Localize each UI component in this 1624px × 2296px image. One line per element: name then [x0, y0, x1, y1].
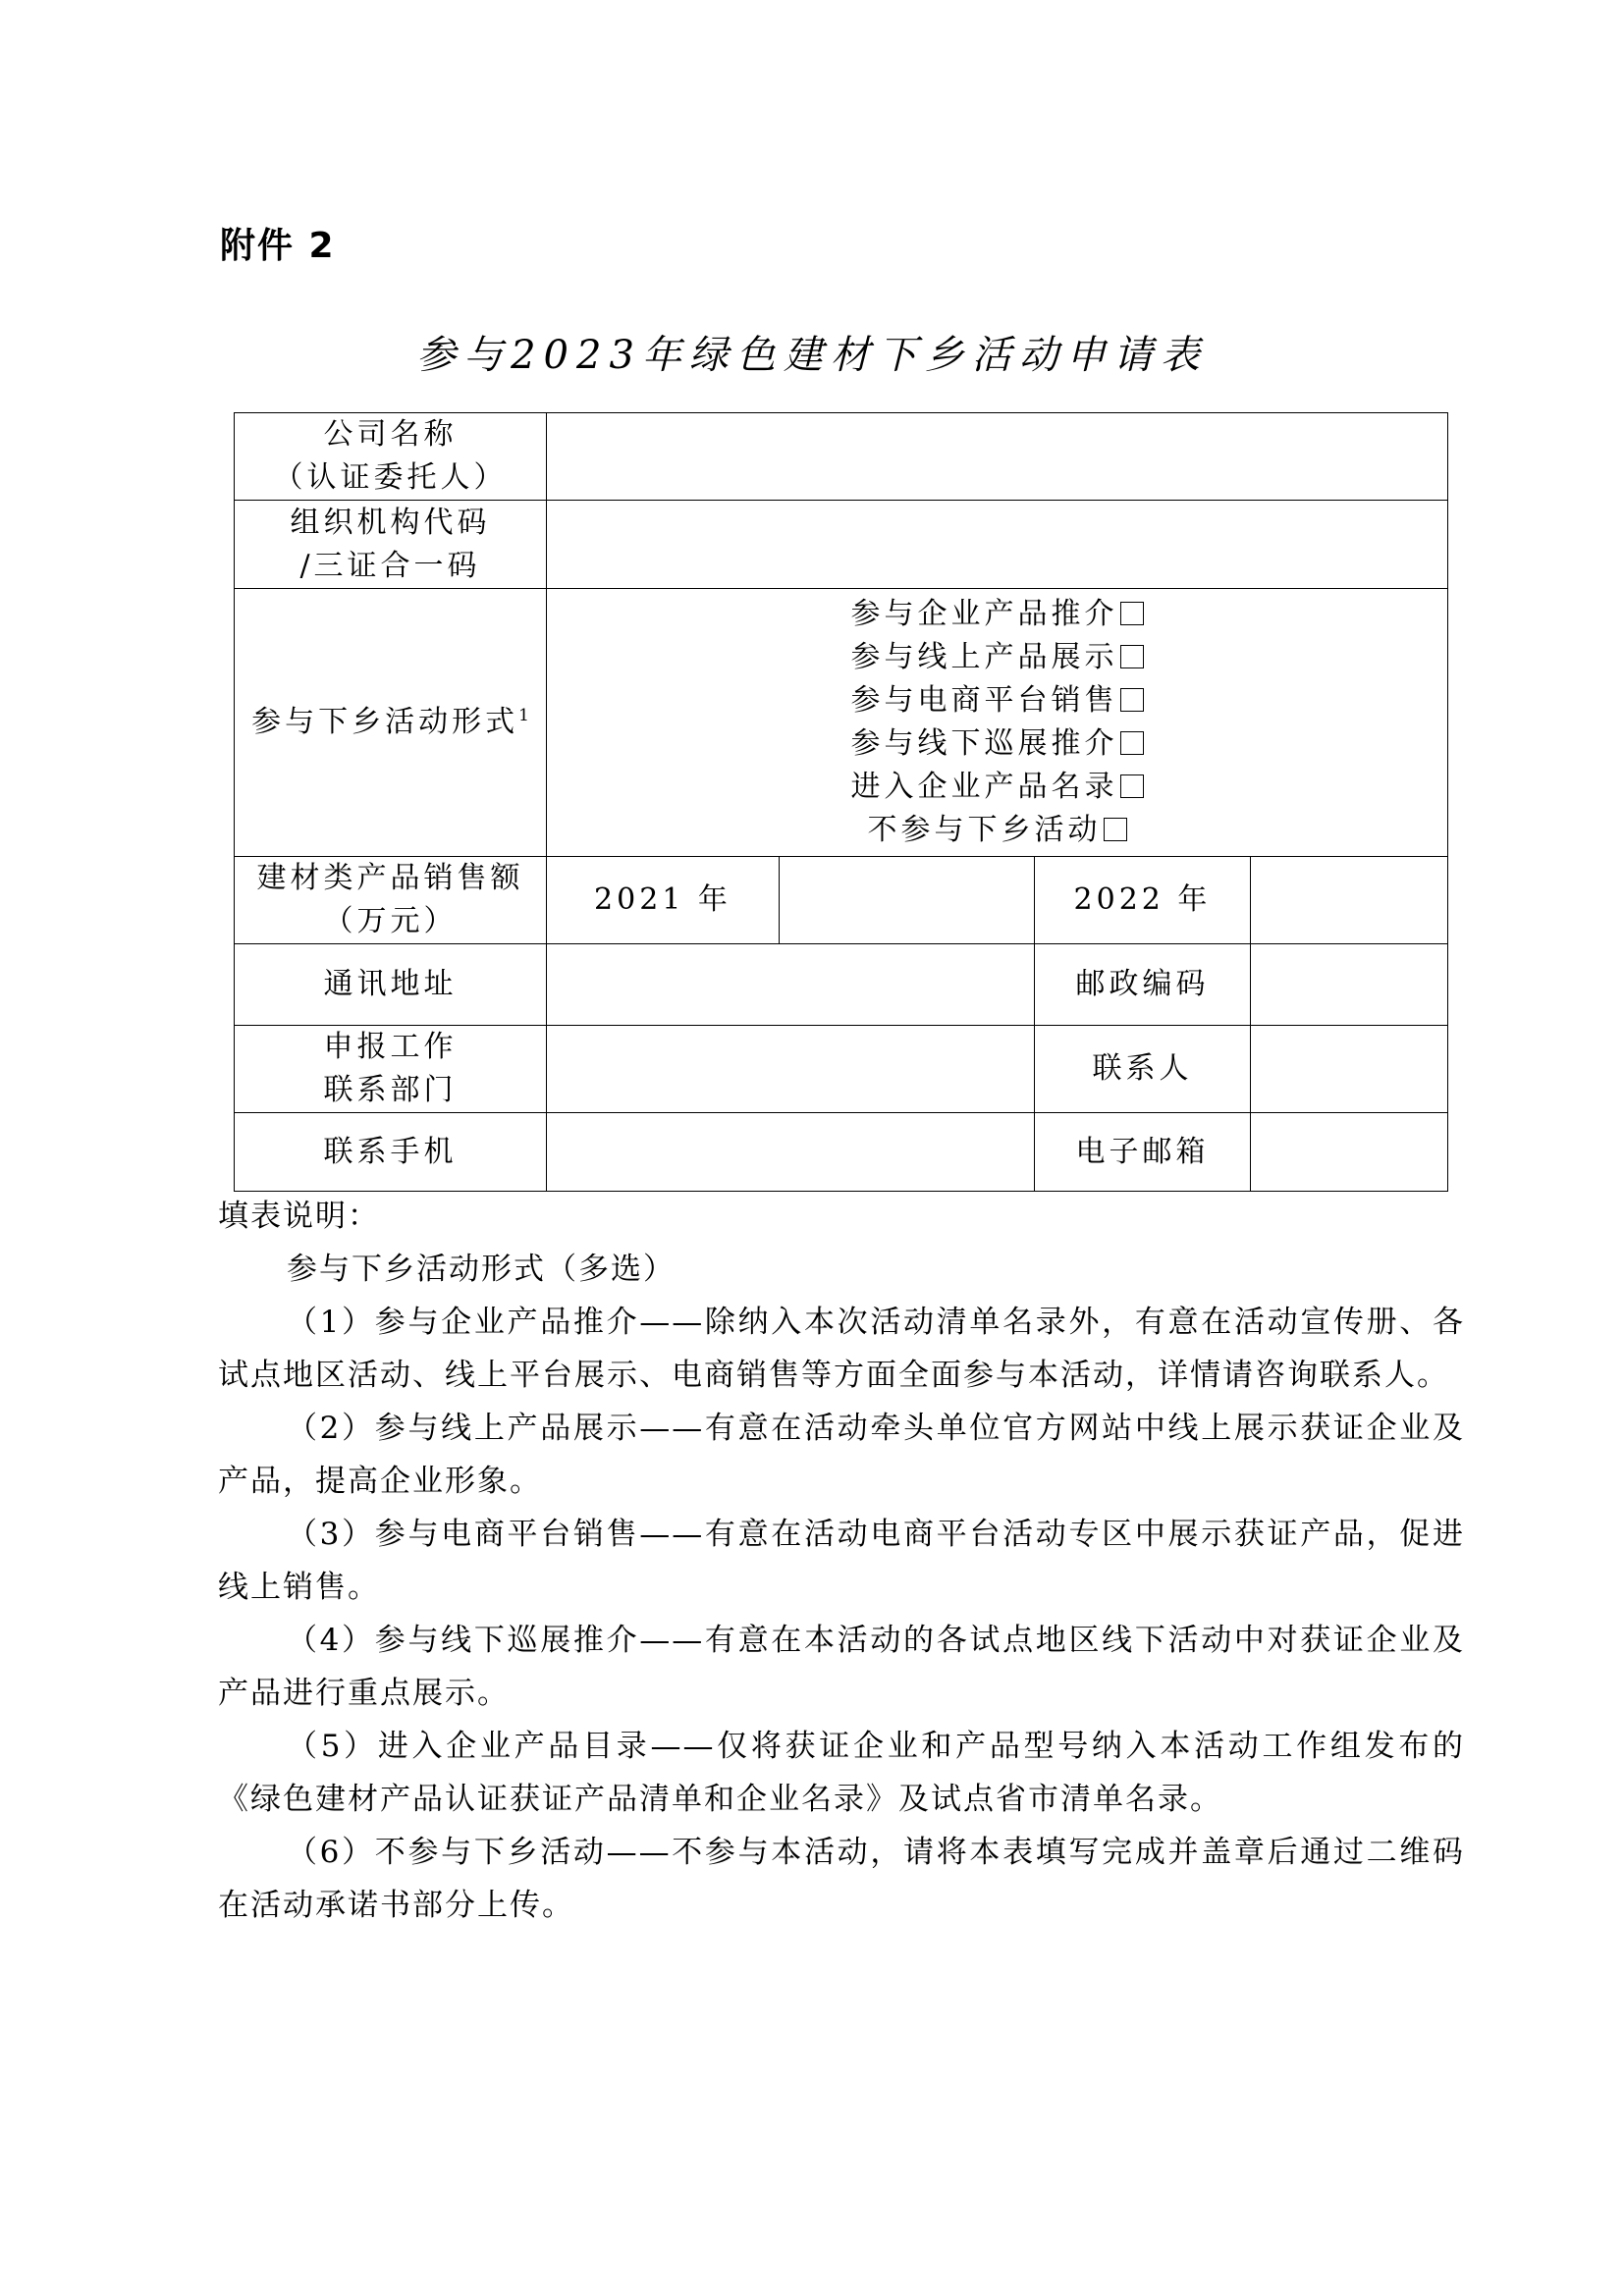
sales-2022-field[interactable] — [1251, 857, 1448, 944]
note-item-1: （1）参与企业产品推介——除纳入本次活动清单名录外，有意在活动宣传册、各试点地区活动、线上平台展示、电商销售等方面全面参与本活动，详情请咨询联系人。 — [218, 1305, 1465, 1393]
org-code-field[interactable] — [547, 501, 1448, 589]
footnote-mark: 1 — [518, 706, 529, 725]
address-field[interactable] — [547, 944, 1035, 1026]
mobile-field[interactable] — [547, 1113, 1035, 1192]
row-org-code — [235, 501, 1448, 589]
row-sales — [235, 857, 1448, 944]
note-item-4: （4）参与线下巡展推介——有意在本活动的各试点地区线下活动中对获证企业及产品进行重点展示。 — [218, 1623, 1465, 1711]
row-mobile — [235, 1113, 1448, 1192]
fill-instructions — [218, 1190, 1465, 1932]
mobile-label: 联系手机 — [235, 1113, 547, 1192]
year-2022-label: 2022 年 — [1035, 857, 1251, 944]
contact-field[interactable] — [1251, 1026, 1448, 1113]
participation-options — [547, 589, 1448, 857]
checkbox-ecommerce-sales[interactable] — [1120, 688, 1144, 712]
postcode-field[interactable] — [1251, 944, 1448, 1026]
email-label: 电子邮箱 — [1035, 1113, 1251, 1192]
year-2021-label: 2021 年 — [547, 857, 780, 944]
checkbox-not-participate[interactable] — [1104, 818, 1127, 841]
participation-label: 参与下乡活动形式$^1$ — [235, 589, 547, 857]
contact-label: 联系人 — [1035, 1026, 1251, 1113]
checkbox-offline-tour[interactable] — [1120, 731, 1144, 755]
department-field[interactable] — [547, 1026, 1035, 1113]
form-title: 参与2023年绿色建材下乡活动申请表 — [416, 333, 1208, 378]
org-code-label: 组织机构代码 /三证合一码 — [235, 501, 547, 589]
company-name-label: 公司名称 （认证委托人） — [235, 413, 547, 501]
company-name-field[interactable] — [547, 413, 1448, 501]
row-company-name — [235, 413, 1448, 501]
note-item-6: （6）不参与下乡活动——不参与本活动，请将本表填写完成并盖章后通过二维码在活动承诺书部分上传。 — [218, 1835, 1465, 1923]
note-item-2: （2）参与线上产品展示——有意在活动牵头单位官方网站中线上展示获证企业及产品，提高企业形象。 — [218, 1411, 1465, 1499]
application-form-table — [234, 412, 1448, 1192]
option-product-directory[interactable]: 进入企业产品名录 — [547, 766, 1447, 809]
row-address — [235, 944, 1448, 1026]
note-item-3: （3）参与电商平台销售——有意在活动电商平台活动专区中展示获证产品，促进线上销售。 — [218, 1517, 1465, 1605]
notes-heading: 填表说明： — [218, 1199, 380, 1234]
row-department — [235, 1026, 1448, 1113]
option-ecommerce-sales[interactable]: 参与电商平台销售 — [547, 679, 1447, 722]
address-label: 通讯地址 — [235, 944, 547, 1026]
attachment-label: 附件 2 — [220, 226, 336, 266]
option-online-display[interactable]: 参与线上产品展示 — [547, 636, 1447, 679]
option-not-participate[interactable]: 不参与下乡活动 — [547, 809, 1447, 852]
row-participation — [235, 589, 1448, 857]
checkbox-product-promotion[interactable] — [1120, 602, 1144, 625]
note-item-5: （5）进入企业产品目录——仅将获证企业和产品型号纳入本活动工作组发布的《绿色建材产品认证获证产品清单和企业名录》及试点省市清单名录。 — [218, 1729, 1465, 1817]
postcode-label: 邮政编码 — [1035, 944, 1251, 1026]
checkbox-online-display[interactable] — [1120, 645, 1144, 668]
sales-label: 建材类产品销售额 （万元） — [235, 857, 547, 944]
sales-2021-field[interactable] — [780, 857, 1035, 944]
option-product-promotion[interactable]: 参与企业产品推介 — [547, 593, 1447, 636]
checkbox-product-directory[interactable] — [1120, 774, 1144, 798]
department-label: 申报工作 联系部门 — [235, 1026, 547, 1113]
notes-subheading: 参与下乡活动形式（多选） — [287, 1252, 676, 1287]
email-field[interactable] — [1251, 1113, 1448, 1192]
option-offline-tour[interactable]: 参与线下巡展推介 — [547, 722, 1447, 766]
